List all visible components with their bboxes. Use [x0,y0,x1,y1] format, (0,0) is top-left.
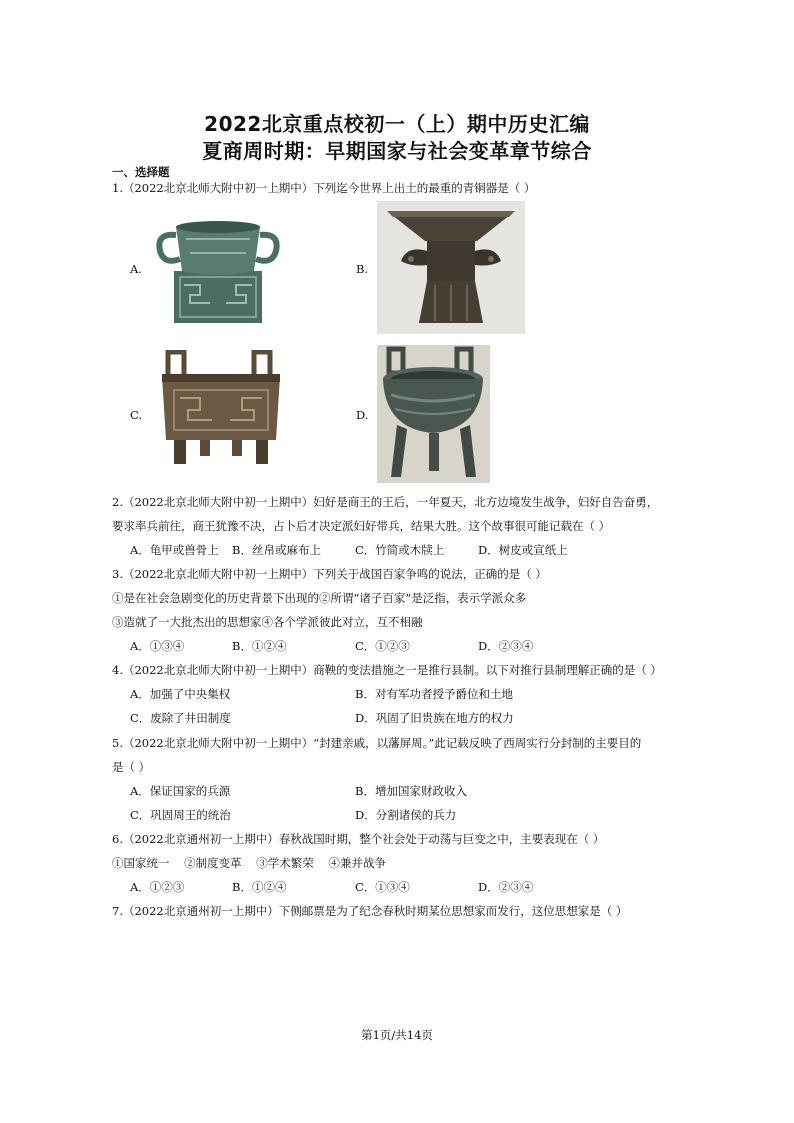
page-footer: 第1页/共14页 [361,1028,433,1042]
question-5-stem-line2: 是（ ） [112,760,151,774]
bronze-ding-square-icon [158,350,284,466]
document-subtitle: 夏商周时期：早期国家与社会变革章节综合 [202,139,592,163]
q5-option-b: B．增加国家财政收入 [355,784,467,798]
question-3-statements-1: ①是在社会急剧变化的历史背景下出现的②所谓“诸子百家”是泛指，表示学派众多 [112,591,527,605]
q3-option-d: D．②③④ [478,639,534,653]
q1-option-d-label: D. [356,408,369,422]
q4-option-b: B．对有军功者授予爵位和土地 [355,687,513,701]
q1-option-a-label: A. [130,262,142,276]
q6-option-c: C．①③④ [355,880,410,894]
question-6-statements: ①国家统一 ②制度变革 ③学术繁荣 ④兼并战争 [112,856,386,870]
question-5-stem-line1: 5.（2022北京北师大附中初一上期中）“封建亲戚，以藩屏周。”此记载反映了西周实行分封制的主要目的 [112,736,642,750]
q6-option-b: B．①②④ [232,880,287,894]
q1-option-b-label: B. [356,262,369,276]
bronze-zun-icon [377,201,525,334]
bronze-gui-icon [150,213,286,325]
bronze-ding-round-icon [377,345,490,483]
q2-option-b: B．丝帛或麻布上 [232,543,321,557]
document-title: 2022北京重点校初一（上）期中历史汇编 [204,112,590,136]
question-3-stem: 3.（2022北京北师大附中初一上期中）下列关于战国百家争鸣的说法，正确的是（ ） [112,567,547,581]
q5-option-d: D．分割诸侯的兵力 [355,808,457,822]
q3-option-b: B．①②④ [232,639,287,653]
q4-option-a: A．加强了中央集权 [130,687,231,701]
q2-option-d: D．树皮或宣纸上 [478,543,568,557]
question-3-statements-2: ③造就了一大批杰出的思想家④各个学派彼此对立，互不相融 [112,615,423,629]
q5-option-a: A．保证国家的兵源 [130,784,231,798]
q5-option-c: C．巩固周王的统治 [130,808,231,822]
q6-option-a: A．①②③ [130,880,185,894]
q3-option-c: C．①②③ [355,639,410,653]
q4-option-d: D．巩固了旧贵族在地方的权力 [355,711,514,725]
question-2-stem-line2: 要求率兵前往，商王犹豫不决，占卜后才决定派妇好带兵，结果大胜。这个故事很可能记载在（ ） [112,519,611,533]
question-2-stem-line1: 2.（2022北京北师大附中初一上期中）妇好是商王的王后，一年夏天，北方边境发生战争，妇好自告奋勇， [112,495,659,509]
question-7-stem: 7.（2022北京通州初一上期中）下侧邮票是为了纪念春秋时期某位思想家而发行，这位思想家是（ ） [112,904,628,918]
q3-option-a: A．①③④ [130,639,185,653]
q2-option-a: A．龟甲或兽骨上 [130,543,219,557]
section-heading: 一、选择题 [112,165,170,179]
question-6-stem: 6.（2022北京通州初一上期中）春秋战国时期，整个社会处于动荡与巨变之中，主要表现在（ ） [112,832,605,846]
q4-option-c: C．废除了井田制度 [130,711,231,725]
question-1-stem: 1.（2022北京北师大附中初一上期中）下列迄今世界上出土的最重的青铜器是（ ） [112,181,536,195]
question-4-stem: 4.（2022北京北师大附中初一上期中）商鞅的变法措施之一是推行县制。以下对推行县制理解正确的是（ ） [112,663,662,677]
q1-option-c-label: C. [130,408,143,422]
q6-option-d: D．②③④ [478,880,534,894]
q2-option-c: C．竹简或木牍上 [355,543,445,557]
